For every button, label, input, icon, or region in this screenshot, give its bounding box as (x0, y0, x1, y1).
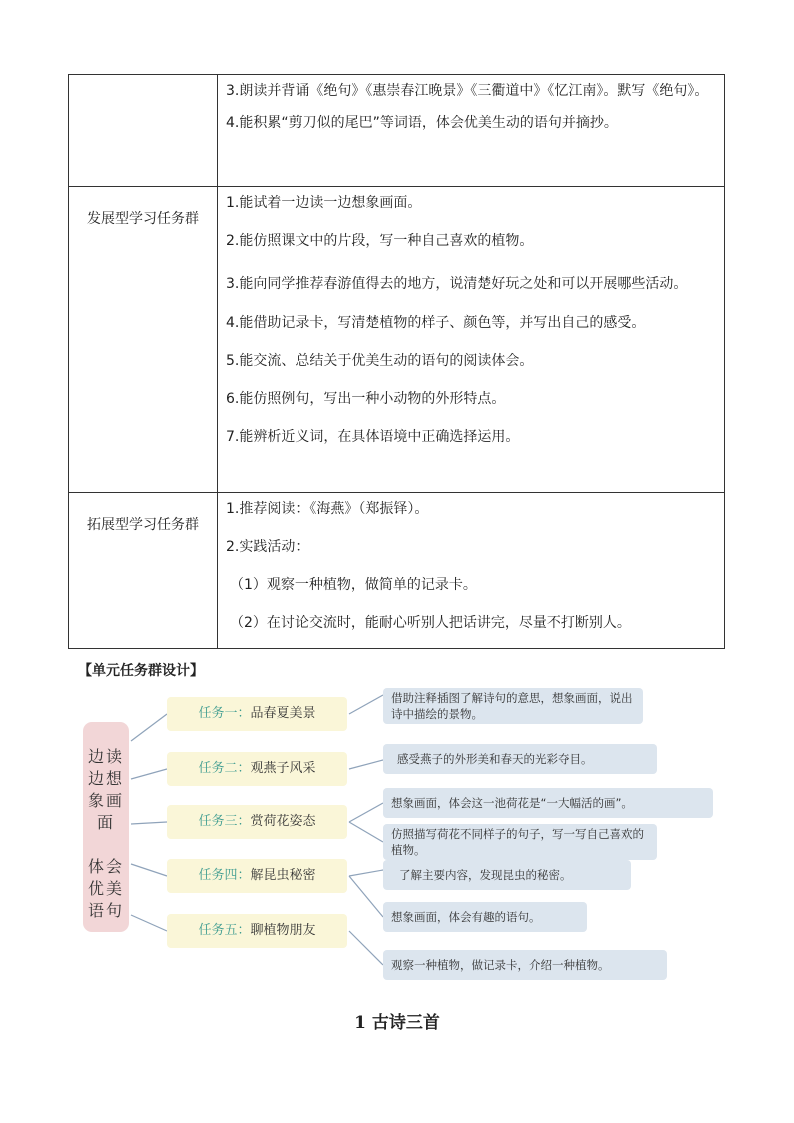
note-box: 想象画面，体会这一池荷花是“一大幅活的画”。 (383, 788, 713, 818)
task-node (167, 859, 347, 893)
connector (131, 822, 167, 824)
objective-item: 1.推荐阅读：《海燕》（郑振铎）。 (226, 501, 429, 517)
task-name: 解昆虫秘密 (250, 868, 316, 883)
task-prefix: 任务二： (198, 761, 251, 776)
connector (349, 760, 383, 769)
connector (131, 915, 167, 931)
objective-item: 2.能仿照课文中的片段，写一种自己喜欢的植物。 (226, 233, 534, 249)
objective-item: 2.实践活动： (226, 539, 310, 555)
task-name: 聊植物朋友 (250, 923, 316, 938)
objective-item: 5.能交流、总结关于优美生动的语句的阅读体会。 (226, 353, 534, 369)
objective-item: （1）观察一种植物，做简单的记录卡。 (230, 577, 477, 593)
center-line-1: 边读边想象画面 (87, 747, 124, 832)
connector (349, 803, 383, 822)
task-node (167, 914, 347, 948)
note-box: 感受燕子的外形美和春天的光彩夺目。 (383, 744, 657, 774)
note-box: 借助注释插图了解诗句的意思，想象画面，说出诗中描绘的景物。 (383, 688, 643, 724)
objective-item: 7.能辨析近义词，在具体语境中正确选择运用。 (226, 429, 520, 445)
objective-item: 1.能试着一边读一边想象画面。 (226, 195, 422, 211)
category-cell: 拓展型学习任务群 (69, 493, 218, 649)
lesson-title: 1 古诗三首 (354, 1013, 440, 1033)
task-prefix: 任务三： (198, 814, 251, 829)
connector (349, 822, 383, 842)
note-box: 想象画面，体会有趣的语句。 (383, 902, 587, 932)
objective-item: 3.能向同学推荐春游值得去的地方，说清楚好玩之处和可以开展哪些活动。 (226, 276, 688, 292)
center-line-2: 体会优美语句 (87, 857, 124, 920)
category-cell: 发展型学习任务群 (69, 187, 218, 493)
note-box: 观察一种植物，做记录卡，介绍一种植物。 (383, 950, 667, 980)
objective-item: （2）在讨论交流时，能耐心听别人把话讲完，尽量不打断别人。 (230, 615, 631, 631)
task-name: 观燕子风采 (250, 761, 316, 776)
connector (349, 931, 383, 965)
task-name: 赏荷花姿态 (250, 814, 316, 829)
connector (131, 864, 167, 876)
connector (349, 695, 383, 714)
task-node (167, 697, 347, 731)
note-box: 仿照描写荷花不同样子的句子，写一写自己喜欢的植物。 (383, 824, 657, 860)
objective-item: 4.能借助记录卡，写清楚植物的样子、颜色等，并写出自己的感受。 (226, 315, 646, 331)
mindmap-center (83, 722, 129, 932)
task-prefix: 任务一： (198, 706, 251, 721)
task-prefix: 任务四： (198, 868, 251, 883)
objective-item: 6.能仿照例句，写出一种小动物的外形特点。 (226, 391, 506, 407)
section-heading: 【单元任务群设计】 (78, 663, 204, 679)
connector (349, 876, 383, 917)
task-name: 品春夏美景 (250, 706, 316, 721)
task-node (167, 752, 347, 786)
connector (131, 769, 167, 779)
objective-item: 3.朗读并背诵《绝句》《惠崇春江晚景》《三衢道中》《忆江南》。默写《绝句》。 (226, 83, 709, 99)
note-box: 了解主要内容，发现昆虫的秘密。 (383, 860, 631, 890)
connector (349, 870, 383, 876)
connector (131, 714, 167, 741)
task-prefix: 任务五： (198, 923, 251, 938)
task-node (167, 805, 347, 839)
objective-item: 4.能积累“剪刀似的尾巴”等词语，体会优美生动的语句并摘抄。 (226, 115, 618, 131)
